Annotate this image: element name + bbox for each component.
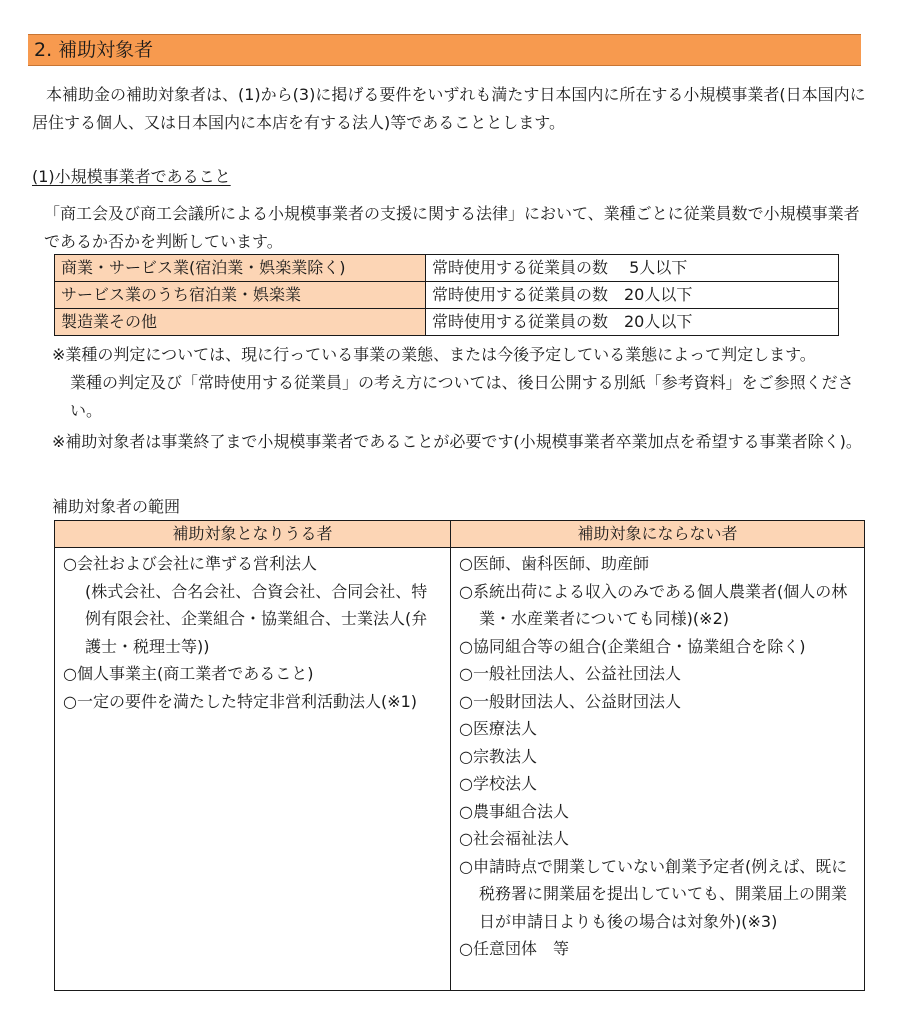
employee-criterion: 常時使用する従業員の数 20人以下 (426, 309, 839, 336)
table-row (55, 282, 839, 309)
list-item: ○医師、歯科医師、助産師 (459, 554, 649, 573)
employee-criterion: 常時使用する従業員の数 20人以下 (426, 282, 839, 309)
industry-note-line2: 業種の判定及び「常時使用する従業員」の考え方については、後日公開する別紙「参考資料」をご参照ください。 (70, 373, 854, 420)
industry-category: 商業・サービス業(宿泊業・娯楽業除く) (55, 255, 426, 282)
industry-note (52, 341, 882, 425)
scope-table (54, 520, 865, 991)
list-item: ○申請時点で開業していない創業予定者(例えば、既に税務署に開業届を提出していても、開業届上の開業日が申請日よりも後の場合は対象外)(※3) (459, 856, 848, 931)
list-item: ○系統出荷による収入のみである個人農業者(個人の林業・水産業者についても同様)(※2) (459, 581, 848, 628)
industry-category: 製造業その他 (55, 309, 426, 336)
scope-body-row (55, 548, 865, 991)
industry-category: サービス業のうち宿泊業・娯楽業 (55, 282, 426, 309)
section-title: 2. 補助対象者 (28, 34, 861, 66)
scope-caption: 補助対象者の範囲 (52, 497, 181, 516)
list-item: ○協同組合等の組合(企業組合・協業組合を除く) (459, 636, 806, 656)
list-item: ○一定の要件を満たした特定非営利活動法人(※1) (63, 691, 418, 711)
list-item: (株式会社、合名会社、合資会社、合同会社、特例有限会社、企業組合・協業組合、士業法人(弁護士・税理士等)) (85, 581, 428, 656)
list-item: ○学校法人 (459, 774, 537, 793)
list-item: ○農事組合法人 (459, 801, 569, 821)
list-item: ○社会福祉法人 (459, 829, 569, 848)
list-item: ○任意団体 等 (459, 939, 569, 958)
list-item: ○一般社団法人、公益社団法人 (459, 664, 681, 683)
intro-paragraph: 本補助金の補助対象者は、(1)から(3)に掲げる要件をいずれも満たす日本国内に所在する小規模事業者(日本国内に居住する個人、又は日本国内に本店を有する法人)等であることとします。 (32, 85, 866, 132)
list-item: ○会社および会社に準ずる営利法人 (63, 554, 317, 573)
industry-note-line1: ※業種の判定については、現に行っている事業の業態、または今後予定している業態によって判定します。 (52, 345, 816, 364)
list-item: ○宗教法人 (459, 746, 537, 766)
ineligible-list (451, 548, 865, 991)
law-paragraph: 「商工会及び商工会議所による小規模事業者の支援に関する法律」において、業種ごとに従業員数で小規模事業者であるか否かを判断しています。 (44, 204, 860, 251)
subsection-heading: (1)小規模事業者であること (32, 167, 231, 186)
duration-note: ※補助対象者は事業終了まで小規模事業者であることが必要です(小規模事業者卒業加点を希望する事業者除く)。 (52, 432, 862, 451)
ineligible-header: 補助対象にならない者 (451, 521, 865, 548)
list-item: ○一般財団法人、公益財団法人 (459, 691, 681, 711)
table-row (55, 255, 839, 282)
eligible-header: 補助対象となりうる者 (55, 521, 451, 548)
table-row (55, 309, 839, 336)
scope-header-row (55, 521, 865, 548)
eligible-list (55, 548, 451, 991)
employee-criterion: 常時使用する従業員の数 5人以下 (426, 255, 839, 282)
list-item: ○医療法人 (459, 719, 537, 738)
list-item: ○個人事業主(商工業者であること) (63, 664, 314, 683)
business-size-table (54, 254, 839, 336)
